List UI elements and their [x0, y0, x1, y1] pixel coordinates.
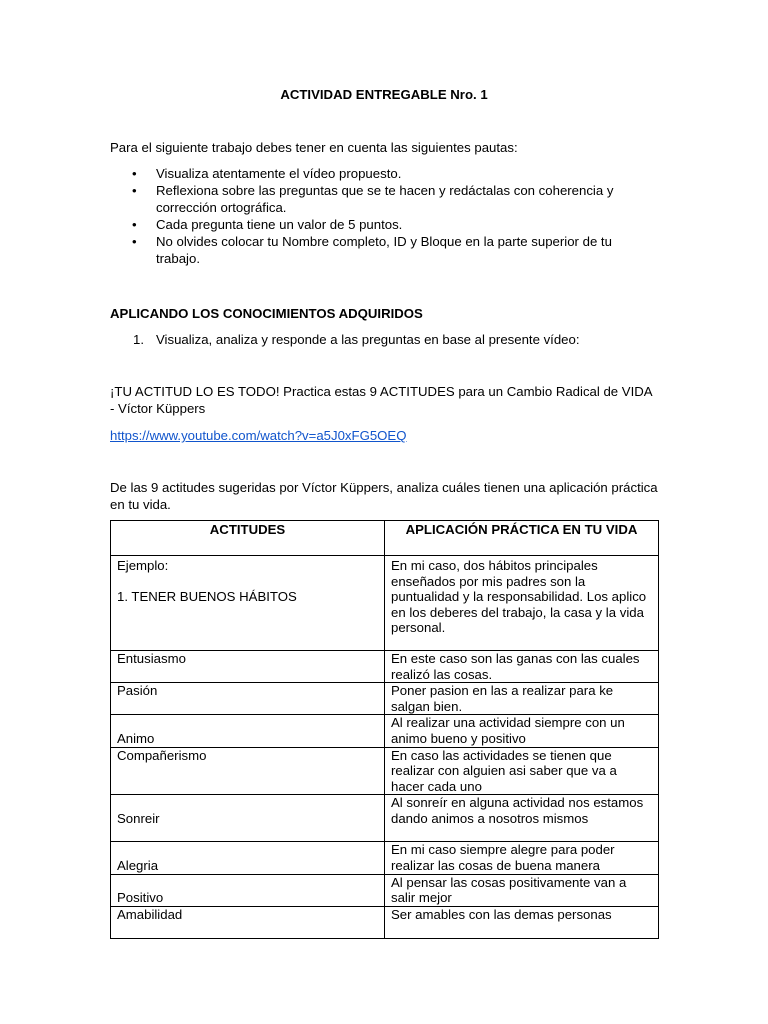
guideline-text: Visualiza atentamente el vídeo propuesto.: [156, 166, 402, 181]
intro-paragraph: Para el siguiente trabajo debes tener en cuenta las siguientes pautas:: [110, 140, 518, 155]
attitude-cell: Entusiasmo: [111, 651, 385, 683]
application-cell: En este caso son las ganas con las cuales realizó las cosas.: [385, 651, 659, 683]
table-row: [111, 874, 659, 906]
attitudes-table: [110, 520, 659, 939]
application-cell: Poner pasion en las a realizar para ke salgan bien.: [385, 683, 659, 715]
bullet-icon: •: [132, 166, 137, 181]
table-row: [111, 683, 659, 715]
bullet-icon: •: [132, 217, 137, 232]
attitude-cell: Amabilidad: [111, 906, 385, 938]
section-heading: APLICANDO LOS CONOCIMIENTOS ADQUIRIDOS: [110, 306, 423, 321]
attitude-cell: Sonreir: [111, 795, 385, 842]
example-attitude-cell: [111, 556, 385, 651]
guideline-text: Reflexiona sobre las preguntas que se te hacen y redáctalas con coherencia y corrección ortográfica.: [156, 183, 614, 215]
bullet-icon: •: [132, 183, 137, 198]
attitude-cell: Alegria: [111, 842, 385, 874]
step-text: Visualiza, analiza y responde a las preguntas en base al presente vídeo:: [156, 332, 580, 347]
application-cell: Al realizar una actividad siempre con un animo bueno y positivo: [385, 715, 659, 747]
question-paragraph: De las 9 actitudes sugeridas por Víctor Küppers, analiza cuáles tienen una aplicación práctica en tu vida.: [110, 480, 658, 512]
step-item: [110, 331, 658, 348]
table-row: [111, 795, 659, 842]
steps-list: [110, 331, 658, 348]
application-cell: En caso las actividades se tienen que realizar con alguien asi saber que va a hacer cada uno: [385, 747, 659, 795]
column-header-attitudes: ACTITUDES: [111, 521, 385, 556]
attitude-cell: Positivo: [111, 874, 385, 906]
guideline-item: [110, 233, 658, 267]
step-number: 1.: [133, 332, 144, 347]
video-title: ¡TU ACTITUD LO ES TODO! Practica estas 9 ACTITUDES para un Cambio Radical de VIDA - Víctor Küppers: [110, 384, 652, 416]
table-row: [111, 842, 659, 874]
attitude-cell: Animo: [111, 715, 385, 747]
example-application-cell: En mi caso, dos hábitos principales enseñados por mis padres son la puntualidad y la responsabilidad. Los aplico en los deberes del trabajo, la casa y la vida personal.: [385, 556, 659, 651]
guideline-item: [110, 216, 658, 233]
application-cell: Ser amables con las demas personas: [385, 906, 659, 938]
page-title: ACTIVIDAD ENTREGABLE Nro. 1: [280, 87, 488, 102]
table-row: [111, 651, 659, 683]
application-cell: Al sonreír en alguna actividad nos estamos dando animos a nosotros mismos: [385, 795, 659, 842]
guidelines-list: [110, 165, 658, 267]
example-attitude: 1. TENER BUENOS HÁBITOS: [117, 589, 297, 605]
attitude-cell: Pasión: [111, 683, 385, 715]
table-row: [111, 906, 659, 938]
guideline-item: [110, 165, 658, 182]
table-row-example: [111, 556, 659, 651]
attitude-cell: Compañerismo: [111, 747, 385, 795]
guideline-text: No olvides colocar tu Nombre completo, ID y Bloque en la parte superior de tu trabajo.: [156, 234, 612, 266]
table-header-row: [111, 521, 659, 556]
table-row: [111, 747, 659, 795]
example-label: Ejemplo:: [117, 558, 169, 573]
application-cell: En mi caso siempre alegre para poder realizar las cosas de buena manera: [385, 842, 659, 874]
video-link[interactable]: https://www.youtube.com/watch?v=a5J0xFG5OEQ: [110, 428, 407, 443]
guideline-item: [110, 182, 658, 216]
column-header-application: APLICACIÓN PRÁCTICA EN TU VIDA: [385, 521, 659, 556]
guideline-text: Cada pregunta tiene un valor de 5 puntos.: [156, 217, 403, 232]
bullet-icon: •: [132, 234, 137, 249]
table-row: [111, 715, 659, 747]
application-cell: Al pensar las cosas positivamente van a salir mejor: [385, 874, 659, 906]
